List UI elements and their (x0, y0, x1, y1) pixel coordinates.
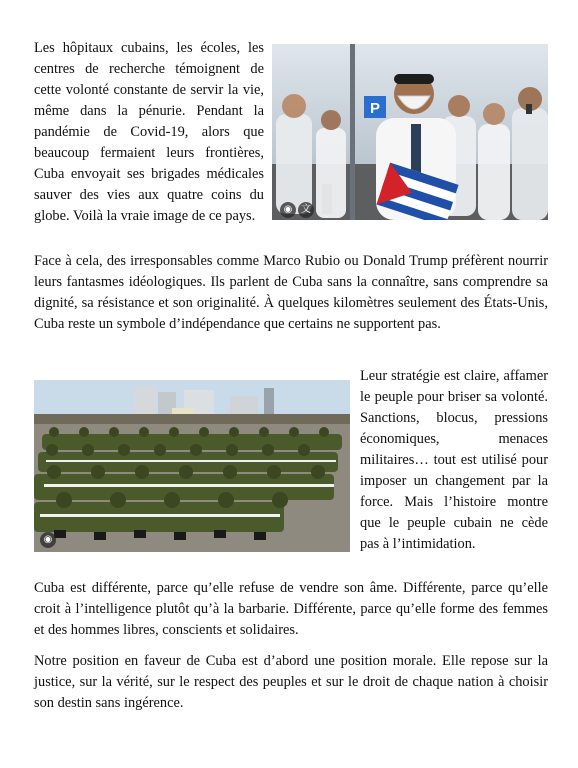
visual-search-icon[interactable]: ◉ (280, 202, 296, 218)
paragraph-strategy: Leur stratégie est claire, affamer le peuple pour briser sa volonté. Sanctions, blocus, pressions économiques, menaces militaires… tout est utilisé pour imposer un changement par la force. Mais l’histoire montre que le peuple cubain ne cède pas à l’intimidation. (360, 368, 548, 552)
paragraph-rubio-trump: Face à cela, des irresponsables comme Marco Rubio ou Donald Trump préfèrent nourrir leurs fantasmes idéologiques. Ils parlent de Cuba sans la connaître, sans comprendre sa dignité, sa résistance et son originalité. À quelques kilomètres seulement des États-Unis, Cuba reste un symbole d’indépendance que certains ne supportent pas. (34, 253, 548, 332)
paragraph-moral-position: Notre position en faveur de Cuba est d’abord une position morale. Elle repose sur la justice, sur la vérité, sur le respect des peuples et sur le droit de chaque nation à choisir son destin sans ingérence. (34, 653, 548, 711)
military-parade-photo (34, 380, 350, 552)
paragraph-medical-brigades: Les hôpitaux cubains, les écoles, les centres de recherche témoignent de cette volonté constante de servir la vie, même dans la pénurie. Pendant la pandémie de Covid-19, alors que beaucoup fermaient leurs frontières, Cuba envoyait ses brigades médicales sauver des vies aux quatre coins du globe. Voilà la vraie image de ce pays. (34, 40, 264, 224)
visual-search-icon[interactable]: ◉ (40, 532, 56, 548)
svg-text:P: P (369, 100, 381, 117)
doctors-photo (272, 44, 548, 220)
paragraph-cuba-different: Cuba est différente, parce qu’elle refuse de vendre son âme. Différente, parce qu’elle croit à l’intelligence plutôt qu’à la barbarie. Différente, parce qu’elle forme des femmes et des hommes libres, conscients et solidaires. (34, 580, 548, 638)
translate-icon[interactable]: 文 (298, 202, 314, 218)
